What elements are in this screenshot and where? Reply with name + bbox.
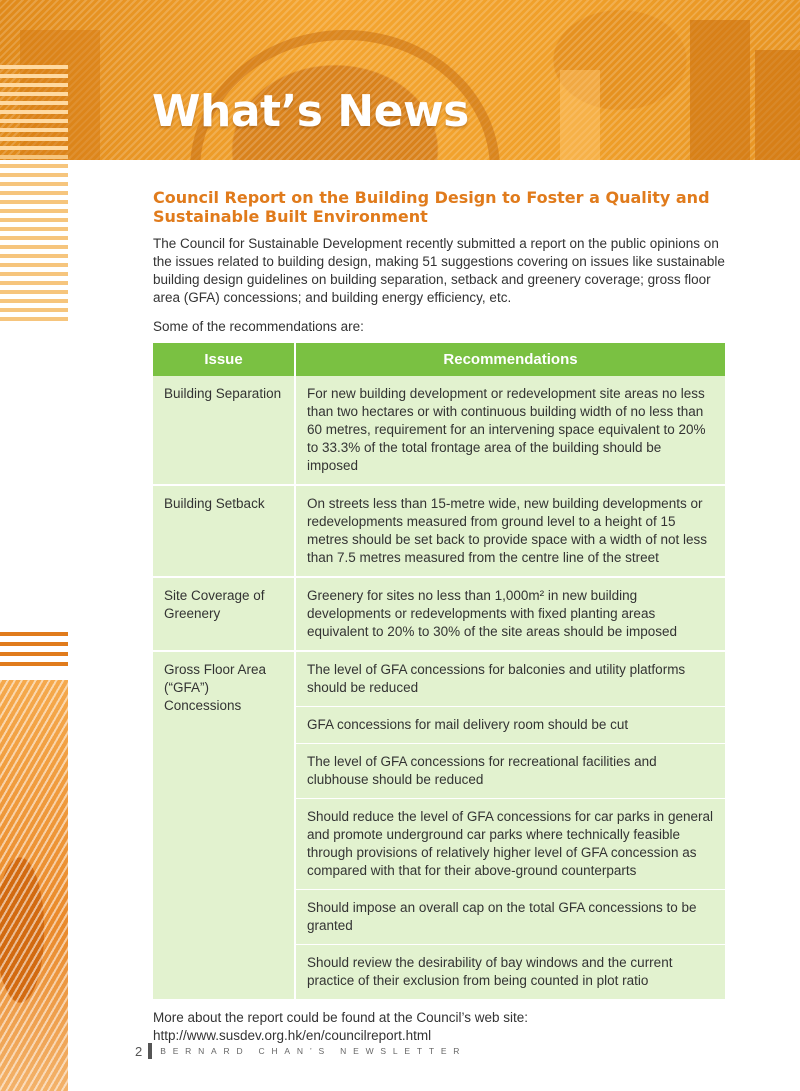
banner-building-shape [560, 70, 600, 160]
table-row [153, 577, 725, 651]
left-stripes-decoration [0, 65, 68, 326]
column-header-issue: Issue [153, 343, 295, 376]
column-header-recommendations: Recommendations [295, 343, 725, 376]
issue-cell: Building Setback [153, 485, 295, 577]
recommendation-cell: The level of GFA concessions for recreational facilities and clubhouse should be reduced [295, 744, 725, 799]
recommendation-cell: For new building development or redevelopment site areas no less than two hectares or with continuous building width of no less than 60 metres, requirement for an intervening space equivalent to 20% to 33.3% of the total frontage area of the building should be imposed [295, 376, 725, 485]
recommendation-cell: Should impose an overall cap on the total GFA concessions to be granted [295, 890, 725, 945]
recommendation-cell: The level of GFA concessions for balconies and utility platforms should be reduced [295, 651, 725, 707]
page-footer [135, 1043, 466, 1059]
banner-building-shape [755, 50, 800, 160]
recommendation-cell: GFA concessions for mail delivery room should be cut [295, 707, 725, 744]
table-row [153, 376, 725, 485]
council-report-link[interactable]: http://www.susdev.org.hk/en/councilreport.html [153, 1028, 432, 1043]
left-stripes-decoration [0, 632, 68, 672]
article-heading: Council Report on the Building Design to Foster a Quality and Sustainable Built Environment [153, 188, 710, 226]
recommendation-cell: Greenery for sites no less than 1,000m² in new building developments or redevelopments with fixed planting areas equivalent to 20% to 30% of the site areas should be imposed [295, 577, 725, 651]
page-title: What’s News [152, 86, 469, 137]
issue-cell: Gross Floor Area (“GFA”) Concessions [153, 651, 295, 999]
footer-divider [148, 1043, 152, 1059]
article [153, 188, 725, 1045]
newsletter-name: BERNARD CHAN’S NEWSLETTER [160, 1046, 467, 1056]
banner-building-shape [690, 20, 750, 160]
more-info [153, 1009, 725, 1045]
table-row [153, 651, 725, 707]
page-number: 2 [135, 1043, 143, 1059]
more-info-text: More about the report could be found at the Council’s web site: [153, 1010, 528, 1025]
issue-cell: Site Coverage of Greenery [153, 577, 295, 651]
article-intro: The Council for Sustainable Development recently submitted a report on the public opinions on the issues related to building design, making 51 suggestions covering on issues like sustainable building design guidelines on building separation, setback and greenery coverage; gross floor area (GFA) concessions; and building energy efficiency, etc. [153, 236, 725, 305]
recommendation-cell: Should reduce the level of GFA concessions for car parks in general and promote underground car parks where technically feasible through provisions of relatively higher level of GFA concession as compared with that for their above-ground counterparts [295, 799, 725, 890]
issue-cell: Building Separation [153, 376, 295, 485]
header-banner [0, 0, 800, 160]
table-header-row [153, 343, 725, 376]
table-row [153, 485, 725, 577]
recommendation-cell: On streets less than 15-metre wide, new building developments or redevelopments measured from ground level to a height of 15 metres should be set back to provide space with a width of not less than 7.5 metres measured from the centre line of the street [295, 485, 725, 577]
recommendations-table [153, 343, 725, 999]
article-lead: Some of the recommendations are: [153, 319, 364, 334]
recommendation-cell: Should review the desirability of bay windows and the current practice of their exclusion from being counted in plot ratio [295, 945, 725, 1000]
left-side-image [0, 680, 68, 1091]
